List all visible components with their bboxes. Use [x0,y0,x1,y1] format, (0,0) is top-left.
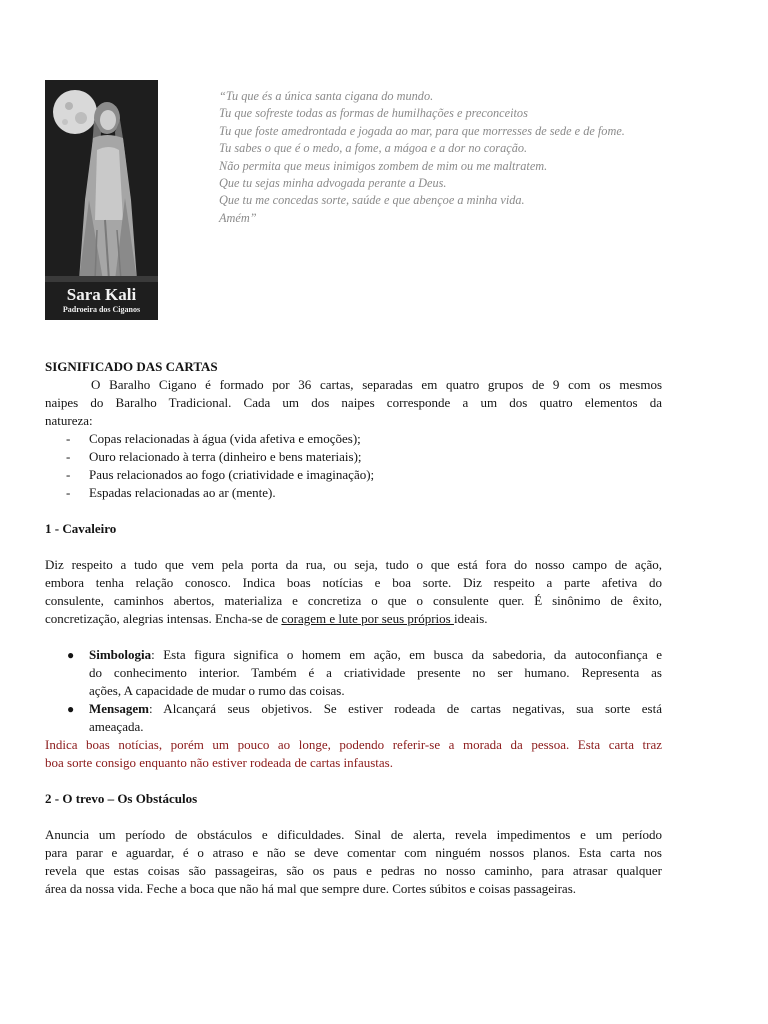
prayer-text [219,88,739,227]
card-1-paragraph-line: Diz respeito a tudo que vem pela porta da rua, ou seja, tudo o que está fora do nosso campo de ação, [45,557,662,572]
simbologia-text: : Esta figura significa o homem em ação, em busca da sabedoria, da autoconfiança e [151,647,662,662]
underlined-text: coragem e lute por seus próprios [281,611,454,626]
prayer-line: Não permita que meus inimigos zombem de mim ou me maltratem. [219,158,548,173]
card-2-heading: 2 - O trevo – Os Obstáculos [45,791,198,806]
bullet-marker: ● [67,648,75,662]
intro-line: O Baralho Cigano é formado por 36 cartas, separadas em quatro grupos de 9 com os mesmos [91,377,662,392]
section-heading: SIGNIFICADO DAS CARTAS [45,359,218,374]
card-1-paragraph-line: embora tenha relação conosco. Indica boas notícias e boa sorte. Diz respeito a parte afetiva do [45,575,662,590]
prayer-line: “Tu que és a única santa cigana do mundo. [219,89,434,103]
list-item-text: Paus relacionados ao fogo (criatividade e imaginação); [89,467,375,482]
image-caption-subtitle: Padroeira dos Ciganos [62,305,141,314]
mensagem-bullet-line: ameaçada. [89,719,144,734]
prayer-line: Amém” [219,210,257,225]
card-1-note-line: boa sorte consigo enquanto não estiver rodeada de cartas infaustas. [45,755,393,770]
sara-kali-image [45,80,158,320]
card-1-heading: 1 - Cavaleiro [45,521,117,536]
prayer-line: Tu que sofreste todas as formas de humilhações e preconceitos [219,106,528,121]
dash-marker: - [66,467,71,482]
simbologia-label: Simbologia [89,647,152,662]
card-1-note-line: Indica boas notícias, porém um pouco ao longe, podendo referir-se a morada da pessoa. Esta carta traz [45,737,662,752]
simbologia-bullet-line: ações, A capacidade de mudar o rumo das coisas. [89,683,345,698]
simbologia-bullet-line: do conhecimento interior. Também é a criatividade presente no ser humano. Representa as [89,665,662,680]
card-2-paragraph-line: revela que estas coisas são passageiras, são os paus e pedras no nosso caminho, para atrasar qualquer [45,863,662,878]
prayer-line: Que tu me concedas sorte, saúde e que abençoe a minha vida. [219,193,525,208]
card-2-paragraph-line: área da nossa vida. Feche a boca que não há mal que sempre dure. Cortes súbitos e coisas passageiras. [45,881,577,896]
list-item [45,430,662,448]
mensagem-bullet [45,700,662,718]
dash-marker: - [66,449,71,464]
card-2-paragraph-line: Anuncia um período de obstáculos e dificuldades. Sinal de alerta, revela impedimentos e um período [45,827,662,842]
document-body [45,358,662,898]
list-item [45,448,662,466]
simbologia-bullet [45,646,662,664]
saint-figure-illustration [45,80,158,320]
mensagem-text: : Alcançará seus objetivos. Se estiver rodeada de cartas negativas, sua sorte está [148,701,662,716]
mensagem-label: Mensagem [89,701,149,716]
intro-line: natureza: [45,413,93,428]
list-item [45,466,662,484]
card-1-paragraph-line [45,610,662,628]
card-1-paragraph-line: consulente, caminhos abertos, materializa e concretiza o que o consulente quer. É sinônimo de êxito, [45,593,662,608]
bullet-marker: ● [67,702,75,716]
dash-marker: - [66,485,71,500]
intro-line: naipes do Baralho Tradicional. Cada um dos naipes corresponde a um dos quatro elementos da [45,395,662,410]
dash-marker: - [66,431,71,446]
paragraph-text: concretização, alegrias intensas. Encha-se de [45,611,282,626]
list-item-text: Ouro relacionado à terra (dinheiro e bens materiais); [89,449,362,464]
prayer-line: Que tu sejas minha advogada perante a Deus. [219,176,447,191]
paragraph-text: ideais. [453,611,488,626]
prayer-line: Tu que foste amedrontada e jogada ao mar, para que morresses de sede e de fome. [219,123,625,138]
prayer-line: Tu sabes o que é o medo, a fome, a mágoa e a dor no coração. [219,141,528,156]
list-item [45,484,662,502]
list-item-text: Copas relacionadas à água (vida afetiva e emoções); [89,431,361,446]
list-item-text: Espadas relacionadas ao ar (mente). [89,485,276,500]
card-2-paragraph-line: para parar e aguardar, é o atraso e não se deve comentar com ninguém nossos planos. Esta carta nos [45,845,662,860]
image-caption-title: Sara Kali [66,285,137,304]
